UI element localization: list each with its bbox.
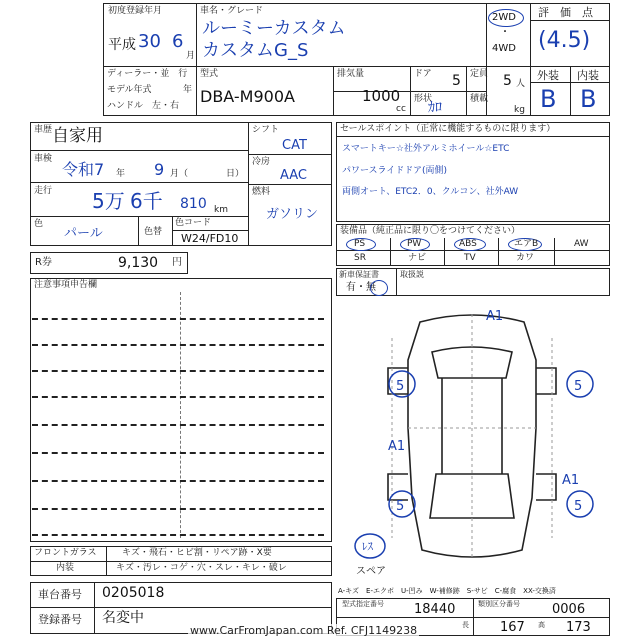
- mileage-sen: 6千: [130, 189, 163, 213]
- color-code: W24/FD10: [181, 232, 239, 245]
- model-year-unit: 年: [183, 85, 193, 95]
- spare-label: スペア: [356, 566, 386, 577]
- inspection-label: 車検: [34, 154, 53, 164]
- reg-month: 6: [172, 31, 184, 52]
- capacity: 5: [503, 73, 512, 89]
- interior-check-options: キズ・汚レ・コゲ・穴・スレ・キレ・破レ: [116, 563, 287, 573]
- ac: AAC: [280, 168, 307, 183]
- warranty-none-circle: [370, 280, 388, 296]
- reg-year: 30: [138, 31, 161, 52]
- equip-tv: TV: [464, 253, 476, 263]
- exterior-grade: B: [540, 85, 557, 113]
- capacity-label: 定員: [470, 69, 489, 79]
- usage-label: 車歴: [34, 125, 53, 135]
- sales-points-title: セールスポイント（正常に機能するものに限ります）: [340, 124, 556, 134]
- equip-leather: カワ: [516, 253, 535, 263]
- model-year-label: モデル年式: [107, 85, 152, 95]
- fuel-label: 燃料: [252, 187, 271, 197]
- month-unit: 月: [186, 51, 196, 61]
- shift: CAT: [282, 138, 307, 153]
- color-label: 色: [34, 219, 44, 229]
- km-unit: km: [214, 205, 228, 215]
- damage-legend: A-キズ E-エクボ U-凹み W-補修跡 S-サビ C-腐食 XX-交換済: [338, 587, 556, 595]
- warranty-value: 有・無: [346, 282, 376, 293]
- notes-title: 注意事項申告欄: [34, 280, 98, 290]
- mileage-rest: 810: [180, 196, 207, 212]
- category-label: 類別区分番号: [478, 600, 520, 608]
- sales-point-2: パワースライドドア(両側): [342, 166, 448, 176]
- equipment-title: 装備品（純正品に限り〇をつけてください）: [340, 226, 521, 236]
- era: 平成: [108, 37, 136, 53]
- front-glass-label: フロントガラス: [34, 548, 97, 558]
- type-designation: 18440: [414, 602, 456, 617]
- recycle-box: [30, 252, 188, 274]
- person-unit: 人: [516, 79, 526, 89]
- reg-no-label: 登録番号: [38, 613, 82, 626]
- interior-grade: B: [580, 85, 597, 113]
- door-label: ドア: [414, 69, 432, 79]
- shape-label: 形状: [414, 94, 433, 104]
- color-change-label: 色替: [144, 227, 163, 237]
- equip-airbag: エアB: [514, 239, 539, 249]
- grade: カスタムG_S: [202, 40, 309, 61]
- rating-label: 評 価 点: [538, 6, 593, 19]
- front-glass-options: キズ・飛石・ヒビ割・リペア跡・X要: [122, 548, 272, 558]
- interior-label: 内装: [577, 69, 599, 82]
- warranty-label: 新車保証書: [339, 270, 379, 279]
- sales-point-1: スマートキー☆社外アルミホイール☆ETC: [342, 144, 510, 154]
- drive-4wd: 4WD: [492, 43, 516, 54]
- watermark: www.CarFromJapan.com Ref. CFJ1149238: [190, 624, 418, 637]
- dealer-label: ディーラー・並 行: [107, 69, 188, 79]
- interior-check-label: 内装: [56, 563, 75, 573]
- color: パール: [64, 226, 103, 241]
- handle-label: ハンドル 左・右: [107, 101, 180, 111]
- cc-unit: cc: [396, 104, 406, 114]
- shift-label: シフト: [252, 125, 280, 135]
- mark-right-rear: 5: [574, 499, 583, 514]
- mark-circles: [355, 371, 593, 558]
- mark-left-side: A1: [388, 439, 406, 454]
- equip-ps: PS: [354, 239, 366, 249]
- equip-sr: SR: [354, 253, 366, 263]
- year-unit: 年: [116, 169, 126, 179]
- usage: 自家用: [52, 126, 103, 146]
- displacement: 1000: [362, 87, 401, 105]
- kg-unit: kg: [514, 105, 525, 115]
- recycle-amount: 9,130: [118, 255, 159, 271]
- load-label: 積載: [470, 94, 489, 104]
- mark-right-front: 5: [574, 379, 583, 394]
- fuel: ガソリン: [266, 207, 319, 222]
- car-name-label: 車名・グレード: [200, 6, 264, 16]
- equip-navi: ナビ: [408, 253, 427, 263]
- inspection-month: 9: [154, 160, 165, 179]
- month-unit-2: 月（: [170, 169, 189, 179]
- reg-no: 名変中: [102, 610, 144, 626]
- day-unit: 日）: [226, 169, 245, 179]
- mark-left-rear: 5: [396, 499, 405, 514]
- length: 167: [500, 620, 525, 635]
- ac-label: 冷房: [252, 157, 271, 167]
- inspection-year: 令和7: [62, 160, 105, 179]
- exterior-label: 外装: [537, 69, 559, 82]
- car-name: ルーミーカスタム: [202, 18, 346, 39]
- equip-pw: PW: [407, 239, 422, 249]
- yen-unit: 円: [172, 257, 182, 268]
- shape: ｶﾛ: [428, 100, 442, 116]
- mark-front: A1: [486, 309, 504, 324]
- mileage-label: 走行: [34, 186, 53, 196]
- drive-dot: ・: [500, 27, 510, 38]
- overall-score: (4.5): [538, 28, 591, 53]
- height: 173: [566, 620, 591, 635]
- doors: 5: [452, 73, 461, 89]
- displacement-label: 排気量: [337, 69, 365, 79]
- length-label: 長: [462, 621, 469, 629]
- mark-left-front: 5: [396, 379, 405, 394]
- equip-aw: AW: [574, 239, 589, 249]
- type-value: DBA-M900A: [200, 87, 295, 106]
- mark-right-side: A1: [562, 473, 580, 488]
- color-code-label: 色コード: [175, 218, 212, 228]
- sales-point-3: 両側オート、ETC2．0、クルコン、社外AW: [342, 187, 519, 197]
- manual-label: 取扱説: [400, 270, 424, 279]
- spare-mark: ﾚｽ: [362, 540, 373, 553]
- damage-diagram: [336, 298, 610, 580]
- type-label: 型式: [200, 69, 219, 79]
- vehicle-no-label: 車台番号: [38, 588, 82, 601]
- type-designation-label: 型式指定番号: [342, 600, 384, 608]
- vehicle-no: 0205018: [102, 585, 165, 601]
- first-reg-label: 初度登録年月: [108, 6, 163, 16]
- height-label: 高: [538, 621, 545, 629]
- recycle-label: R券: [35, 257, 52, 268]
- mileage-man: 5万: [92, 189, 125, 213]
- drive-2wd: 2WD: [492, 12, 516, 23]
- equip-abs: ABS: [459, 239, 477, 249]
- category: 0006: [552, 602, 586, 617]
